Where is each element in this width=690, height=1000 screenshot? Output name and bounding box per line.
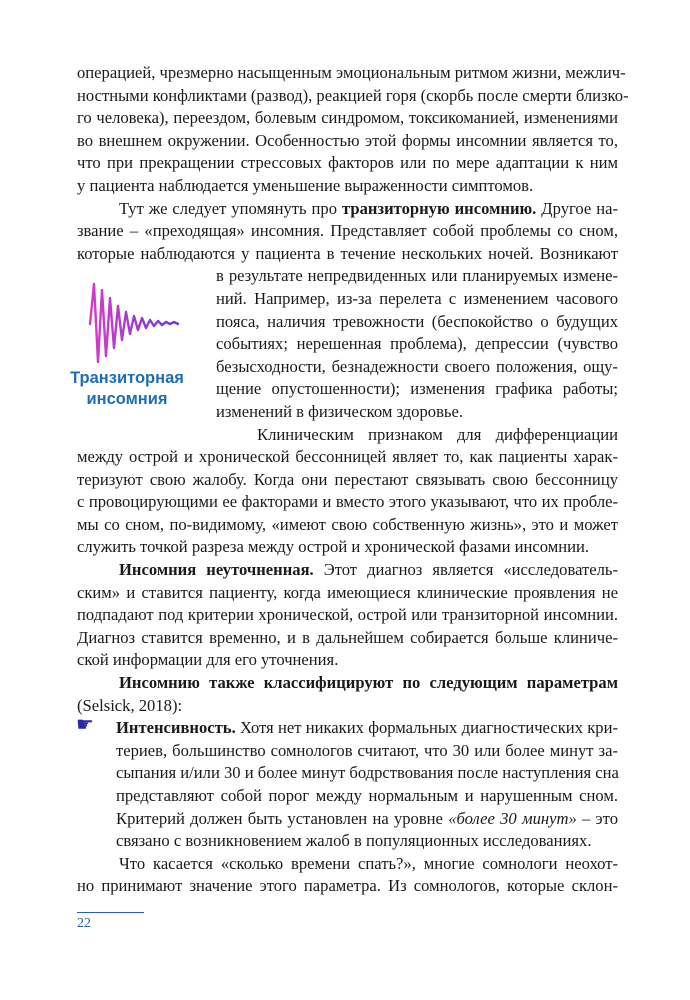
text-line: щение опустошенности); изменения графика работы; (216, 379, 618, 399)
paragraph-1 (77, 62, 629, 198)
caption-line: инсомния (86, 390, 168, 408)
pointing-hand-icon: ☛ (76, 714, 94, 736)
text-line: го человека), переездом, болевым синдромом, токсикоманией, изменениями (77, 108, 618, 128)
text-line: в результате непредвиденных или планируемых измене- (216, 266, 618, 286)
text-line (77, 672, 618, 695)
text-line: териев, большинство сомнологов считают, что 30 или более минут за- (116, 740, 618, 760)
footer-rule (77, 912, 144, 913)
term-unspecified-insomnia: Инсомния неуточненная. (119, 560, 314, 580)
text-line (77, 198, 618, 221)
text-line: Что касается «сколько времени спать?», многие сомнологи неохот- (119, 853, 618, 873)
paragraph-5 (77, 672, 618, 717)
text-line: звание – «преходящая» инсомния. Представляет собой проблемы со сном, (77, 221, 618, 241)
text-line: подпадают под критерии хронической, острой или транзиторной инсомнии. (77, 605, 618, 625)
text-line: событиях; нерешенная проблема), депрессии (чувство (216, 334, 618, 354)
text-line: изменений в физическом здоровье. (216, 401, 463, 421)
term-transient-insomnia: транзиторную инсомнию. (341, 198, 537, 218)
text-line: ностными конфликтами (развод), реакцией горя (скорбь после смерти близко- (77, 85, 629, 105)
classification-heading: Инсомнию также классифицируют по следующим параметрам (119, 673, 618, 693)
text-line (77, 559, 618, 582)
paragraph-4 (77, 559, 618, 672)
text-line: теризуют свою жалобу. Когда они перестают связывать свою бессонницу (77, 469, 618, 489)
text-run: – это (576, 808, 619, 828)
text-line: связано с возникновением жалоб в популяционных исследованиях. (116, 831, 592, 851)
text-line (76, 714, 618, 740)
transient-insomnia-figure (58, 280, 208, 410)
text-line: (Selsick, 2018): (77, 695, 183, 715)
term-intensity: Интенсивность. (116, 718, 236, 738)
text-line: пояса, наличия тревожности (беспокойство о будущих (216, 311, 618, 331)
text-run: Этот диагноз является «исследователь- (313, 560, 618, 580)
bullet-intensity (76, 714, 619, 853)
text-line: но принимают значение этого параметра. Из сомнологов, которые склон- (77, 876, 618, 896)
text-line: служить точкой разреза между острой и хронической фазами инсомнии. (77, 537, 590, 557)
page-number: 22 (77, 916, 91, 931)
text-line: безысходности, безнадежности своего положения, ощу- (216, 356, 618, 376)
paragraph-6 (77, 853, 618, 898)
text-line: с провоцирующими ее факторами и вместо этого указывают, что их пробле- (77, 492, 618, 512)
text-line: у пациента наблюдается уменьшение выраженности симптомов. (77, 175, 534, 195)
figure-caption (58, 368, 196, 410)
text-line: ским» и ставится пациенту, когда имеющиеся клинические проявления не (77, 582, 618, 602)
text-run: Тут же следует упомянуть про (119, 198, 342, 218)
caption-line: Транзиторная (70, 369, 184, 387)
text-line (77, 808, 618, 831)
emphasis-30-minutes: «более 30 минут» (448, 808, 577, 828)
page-body (77, 62, 629, 898)
text-line: во внешнем окружении. Особенностью этой формы инсомнии является то, (77, 130, 618, 150)
damped-wave-icon (88, 280, 208, 365)
text-line: операцией, чрезмерно насыщенным эмоциональным ритмом жизни, межлич- (77, 63, 626, 82)
paragraph-3 (77, 424, 618, 560)
text-line: что при прекращении стрессовых факторов или по мере адаптации к ним (77, 153, 618, 173)
text-line: между острой и хронической бессонницей являет то, как пациенты харак- (77, 447, 618, 467)
text-line: которые наблюдаются у пациента в течение нескольких ночей. Возникают (77, 243, 618, 263)
text-line: Диагноз ставится временно, и в дальнейшем собирается больше клиниче- (77, 627, 618, 647)
text-run: Критерий должен быть установлен на уровне (116, 808, 449, 828)
text-line: мы со сном, по-видимому, «имеют свою собственную жизнь», это и может (77, 514, 618, 534)
text-line: ской информации для его уточнения. (77, 650, 339, 670)
text-line: сыпания и/или 30 и более минут бодрствования после наступления сна (116, 763, 619, 783)
text-run: Другое на- (536, 198, 618, 218)
text-line: представляют собой порог между нормальным и нарушенным сном. (116, 786, 618, 805)
text-run: Хотя нет никаких формальных диагностических кри- (235, 718, 618, 738)
text-line: Клиническим признаком для дифференциации (257, 424, 618, 444)
text-line: ний. Например, из-за перелета с изменением часового (216, 288, 618, 308)
